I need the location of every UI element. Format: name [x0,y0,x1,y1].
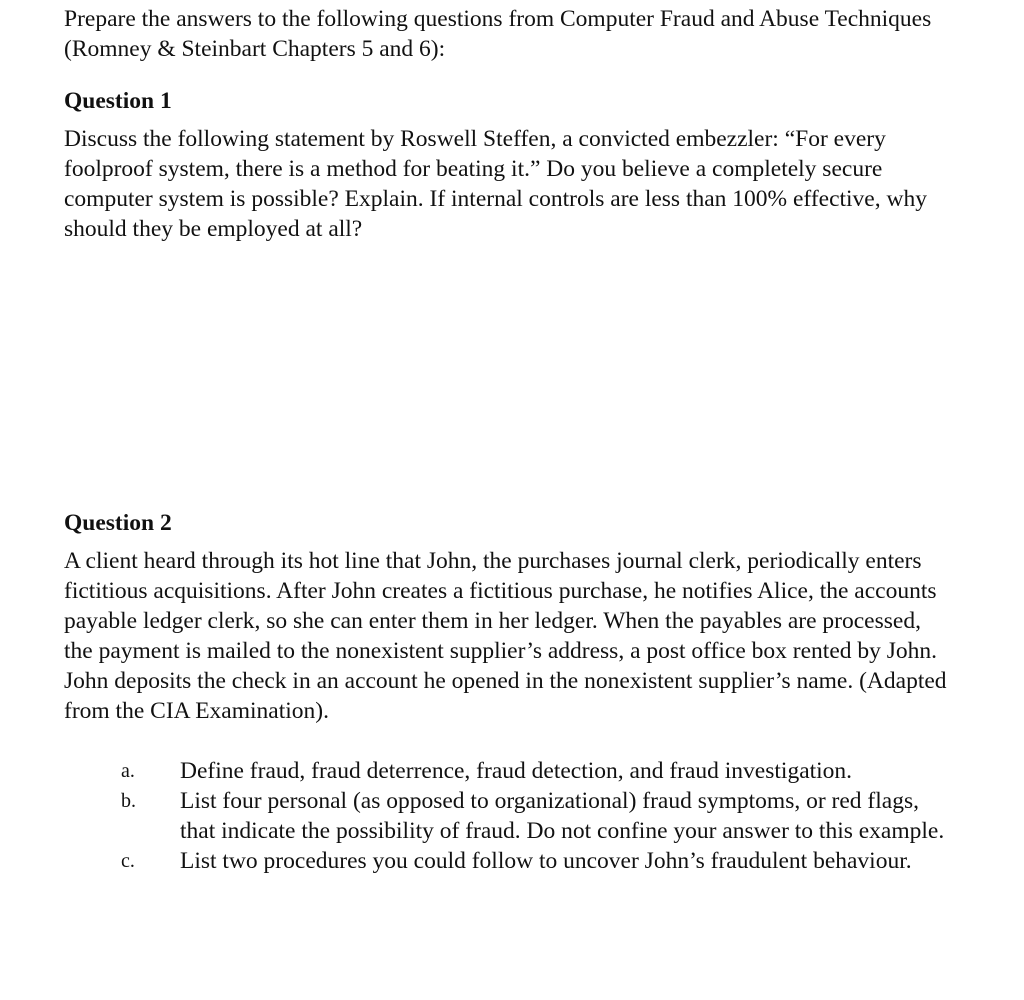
question-2-heading: Question 2 [64,510,172,536]
question-1-section [64,86,964,244]
document-page [64,4,964,876]
subitem-b [64,786,950,846]
question-2-section [64,508,964,876]
subitem-text: List four personal (as opposed to organizational) fraud symptoms, or red flags, that indicate the possibility of fraud. Do not confine your answer to this example. [180,788,945,844]
question-1-heading: Question 1 [64,88,172,114]
subitem-label: b. [121,790,136,812]
question-2-subitems [64,756,964,876]
subitem-c [64,846,950,876]
subitem-text: Define fraud, fraud deterrence, fraud detection, and fraud investigation. [180,758,853,784]
subitem-label: c. [121,850,135,872]
subitem-a [64,756,950,786]
intro-paragraph: Prepare the answers to the following questions from Computer Fraud and Abuse Techniques (Romney & Steinbart Chapters 5 and 6): [64,6,932,62]
subitem-label: a. [121,760,135,782]
question-2-body: A client heard through its hot line that John, the purchases journal clerk, periodically enters fictitious acquisitions. After John creates a fictitious purchase, he notifies Alice, the accounts payable ledger clerk, so she can enter them in her ledger. When the payables are processed, the payment is mailed to the nonexistent supplier’s address, a post office box rented by John. John deposits the check in an account he opened in the nonexistent supplier’s name. (Adapted from the CIA Examination). [64,548,947,724]
subitem-text: List two procedures you could follow to uncover John’s fraudulent behaviour. [180,848,912,874]
question-1-body: Discuss the following statement by Roswell Steffen, a convicted embezzler: “For every foolproof system, there is a method for beating it.” Do you believe a completely secure computer system is possible? Explain. If internal controls are less than 100% effective, why should they be employed at all? [64,126,927,242]
